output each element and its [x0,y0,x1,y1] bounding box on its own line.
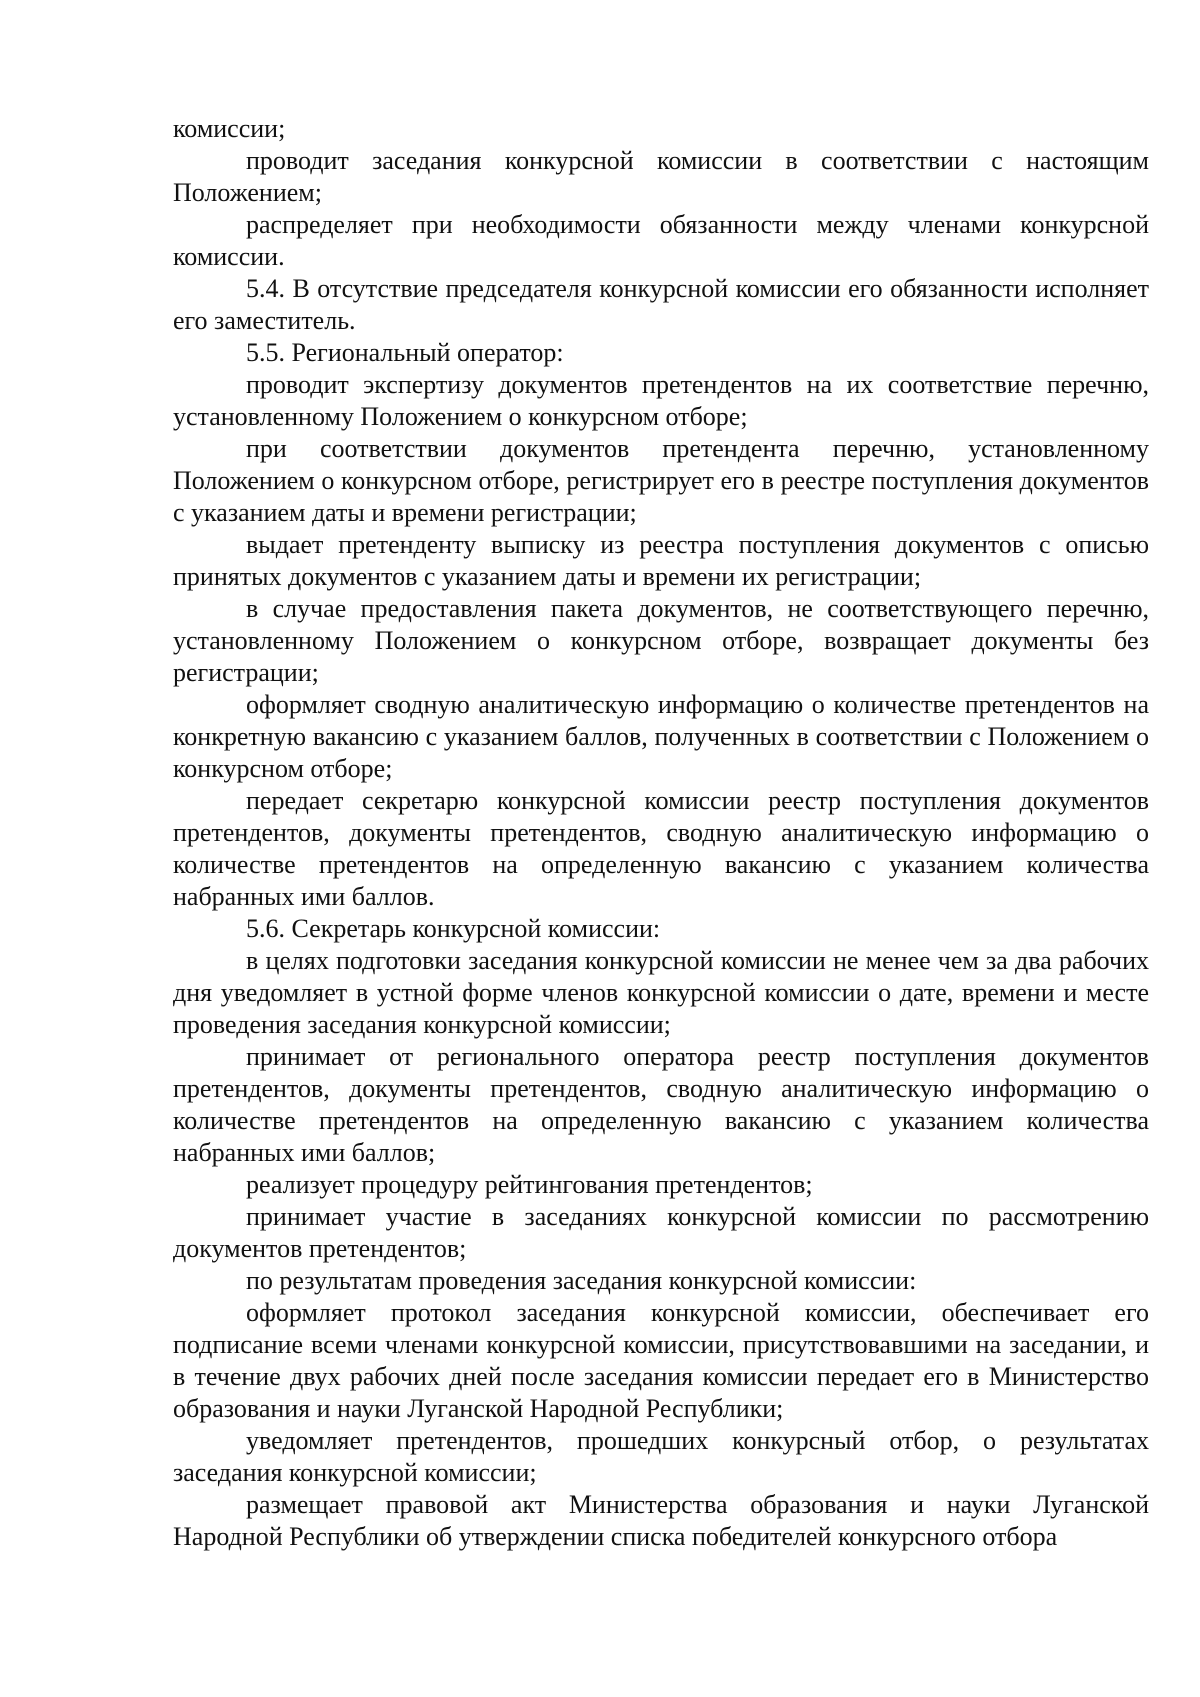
paragraph-clause-5-5: 5.5. Региональный оператор: [246,338,564,367]
paragraph: при соответствии документов претендента перечню, установленному Положением о конкурсном отборе, регистрирует его в реестре поступления документов с указанием даты и времени регистрации; [173,434,1149,527]
paragraph: принимает участие в заседаниях конкурсной комиссии по рассмотрению документов претендентов; [173,1202,1149,1263]
document-body [173,113,1149,1553]
paragraph: реализует процедуру рейтингования претендентов; [246,1170,813,1199]
paragraph: распределяет при необходимости обязанности между членами конкурсной комиссии. [173,210,1149,271]
paragraph: выдает претенденту выписку из реестра поступления документов с описью принятых документов с указанием даты и времени их регистрации; [173,530,1149,591]
paragraph-clause-5-4: 5.4. В отсутствие председателя конкурсной комиссии его обязанности исполняет его заместитель. [173,274,1149,335]
paragraph: в целях подготовки заседания конкурсной комиссии не менее чем за два рабочих дня уведомляет в устной форме членов конкурсной комиссии о дате, времени и месте проведения заседания конкурсной комиссии; [173,946,1149,1039]
paragraph: размещает правовой акт Министерства образования и науки Луганской Народной Республики об утверждении списка победителей конкурсного отбора [173,1490,1149,1551]
paragraph: проводит экспертизу документов претендентов на их соответствие перечню, установленному Положением о конкурсном отборе; [173,370,1149,431]
paragraph: по результатам проведения заседания конкурсной комиссии: [246,1266,917,1295]
paragraph-continuation: комиссии; [173,114,286,143]
paragraph: уведомляет претендентов, прошедших конкурсный отбор, о результатах заседания конкурсной комиссии; [173,1426,1149,1487]
paragraph: принимает от регионального оператора реестр поступления документов претендентов, документы претендентов, сводную аналитическую информацию о количестве претендентов на определенную вакансию с указанием количества набранных ими баллов; [173,1042,1149,1167]
paragraph: оформляет сводную аналитическую информацию о количестве претендентов на конкретную вакансию с указанием баллов, полученных в соответствии с Положением о конкурсном отборе; [173,690,1149,783]
paragraph-clause-5-6: 5.6. Секретарь конкурсной комиссии: [246,914,661,943]
paragraph: в случае предоставления пакета документов, не соответствующего перечню, установленному Положением о конкурсном отборе, возвращает документы без регистрации; [173,594,1149,687]
paragraph: проводит заседания конкурсной комиссии в соответствии с настоящим Положением; [173,146,1149,207]
paragraph: передает секретарю конкурсной комиссии реестр поступления документов претендентов, документы претендентов, сводную аналитическую информацию о количестве претендентов на определенную вакансию с указанием количества набранных ими баллов. [173,786,1149,911]
paragraph: оформляет протокол заседания конкурсной комиссии, обеспечивает его подписание всеми членами конкурсной комиссии, присутствовавшими на заседании, и в течение двух рабочих дней после заседания комиссии передает его в Министерство образования и науки Луганской Народной Республики; [173,1298,1149,1423]
